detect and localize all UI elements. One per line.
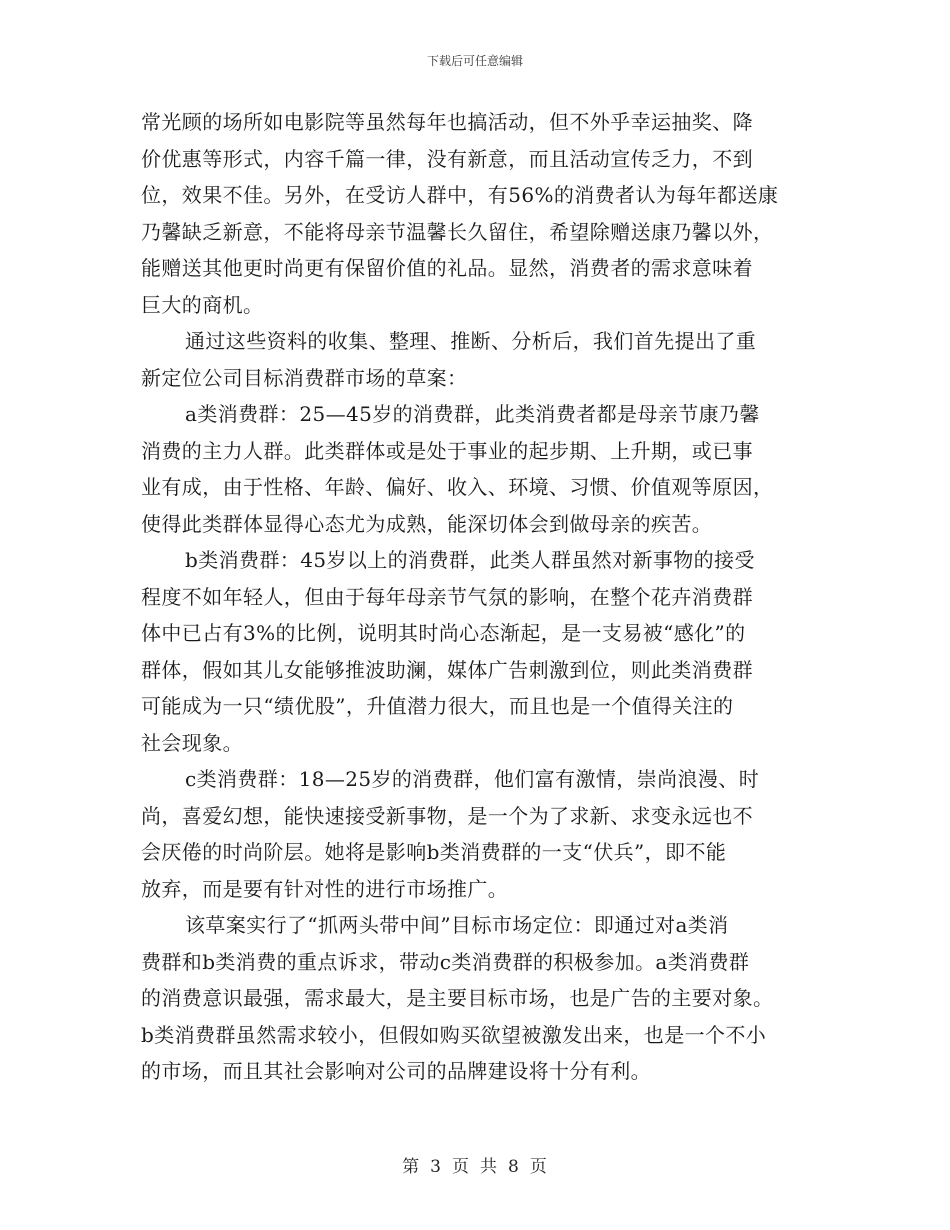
paragraph [141, 396, 809, 542]
text-line: 费群和b类消费的重点诉求，带动c类消费群的积极参加。a类消费群 [141, 949, 750, 974]
text-line: 乃馨缺乏新意，不能将母亲节温馨长久留住，希望除赠送康乃馨以外， [141, 219, 774, 244]
paragraph [141, 761, 809, 907]
text-line: 该草案实行了“抓两头带中间”目标市场定位：即通过对a类消 [185, 913, 729, 937]
text-line: 社会现象。 [141, 730, 243, 755]
text-line: 群体，假如其儿女能够推波助澜，媒体广告刺激到位，则此类消费群 [141, 657, 753, 682]
text-line: 会厌倦的时尚阶层。她将是影响b类消费群的一支“伏兵”，即不能 [141, 840, 727, 864]
text-line: 使得此类群体显得心态尤为成熟，能深切体会到做母亲的疾苦。 [141, 511, 713, 536]
text-line: 可能成为一只“绩优股”，升值潜力很大，而且也是一个值得关注的 [141, 694, 734, 718]
text-line: 巨大的商机。 [141, 292, 264, 317]
text-line: b类消费群：45岁以上的消费群，此类人群虽然对新事物的接受 [185, 548, 755, 572]
text-line: a类消费群：25—45岁的消费群，此类消费者都是母亲节康乃馨 [185, 402, 760, 426]
footer-page-word: 页 [452, 1157, 470, 1177]
paragraph [141, 907, 809, 1090]
text-line: 的市场，而且其社会影响对公司的品牌建设将十分有利。 [141, 1059, 651, 1083]
text-line: 体中已占有3%的比例，说明其时尚心态渐起，是一支易被“感化”的 [141, 621, 746, 645]
text-line: 通过这些资料的收集、整理、推断、分析后，我们首先提出了重 [185, 329, 757, 353]
text-line: 的消费意识最强，需求最大，是主要目标市场，也是广告的主要对象。 [141, 986, 774, 1010]
footer-suffix: 页 [529, 1157, 548, 1177]
text-line: 业有成，由于性格、年龄、偏好、收入、环境、习惯、价值观等原因， [141, 475, 774, 499]
document-body [141, 104, 809, 1090]
paragraph [141, 104, 809, 323]
footer-prefix: 第 [402, 1157, 421, 1177]
text-line: 价优惠等形式，内容千篇一律，没有新意，而且活动宣传乏力，不到 [141, 146, 753, 171]
text-line: 能赠送其他更时尚更有保留价值的礼品。显然，消费者的需求意味着 [141, 256, 753, 280]
text-line: 放弃，而是要有针对性的进行市场推广。 [141, 876, 509, 901]
paragraph [141, 542, 809, 761]
text-line: 新定位公司目标消费群市场的草案： [141, 365, 468, 390]
text-line: 消费的主力人群。此类群体或是处于事业的起步期、上升期，或已事 [141, 438, 753, 463]
current-page-number: 3 [430, 1157, 442, 1177]
text-line: 位，效果不佳。另外，在受访人群中，有56%的消费者认为每年都送康 [141, 183, 779, 207]
footer-total-word: 共 [480, 1157, 498, 1177]
total-pages-number: 8 [508, 1157, 520, 1177]
text-line: b类消费群虽然需求较小，但假如购买欲望被激发出来，也是一个不小 [141, 1022, 767, 1047]
page-footer [0, 1152, 950, 1177]
text-line: 常光顾的场所如电影院等虽然每年也搞活动，但不外乎幸运抽奖、降 [141, 110, 753, 134]
text-line: c类消费群：18—25岁的消费群，他们富有激情，崇尚浪漫、时 [185, 767, 760, 791]
text-line: 尚，喜爱幻想，能快速接受新事物，是一个为了求新、求变永远也不 [141, 803, 753, 828]
text-line: 程度不如年轻人，但由于每年母亲节气氛的影响，在整个花卉消费群 [141, 584, 753, 609]
page-header: 下载后可任意编辑 [426, 54, 523, 68]
paragraph [141, 323, 809, 396]
